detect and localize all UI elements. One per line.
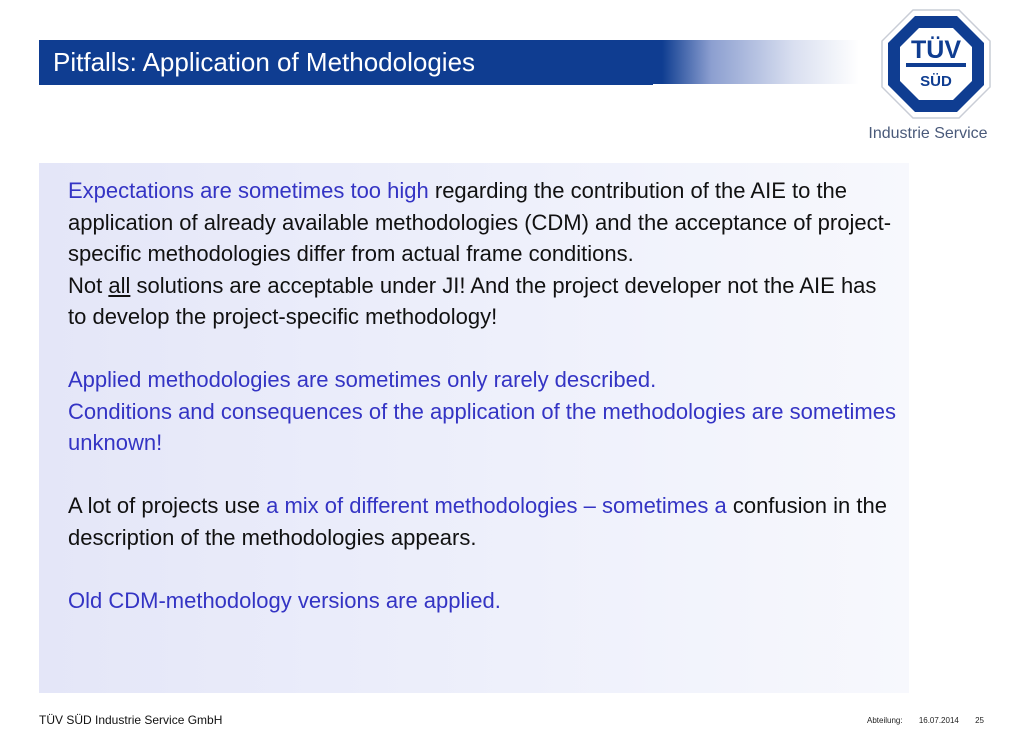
content-text [68,175,898,616]
footer-dept-label: Abteilung: [866,716,903,725]
title-bar [39,40,859,84]
text-mix-rest: confusion in the description of the methodologies appears. [68,493,887,550]
footer-meta [853,716,984,725]
title-underline [39,83,653,85]
highlight-mix: a mix of different methodologies – sometimes a [266,493,727,518]
footer-date: 16.07.2014 [918,716,959,725]
logo-text-sud: SÜD [920,73,952,90]
highlight-expectations: Expectations are sometimes too high [68,178,429,203]
paragraph-not-all [68,270,898,333]
content-box [39,163,909,693]
logo-caption: Industrie Service [868,125,988,142]
underlined-all: all [108,272,131,298]
paragraph-expectations [68,175,898,270]
footer-page-number: 25 [975,716,984,725]
slide-title: Pitfalls: Application of Methodologies [53,47,476,77]
text-expectations-rest: regarding the contribution of the AIE to the application of already available methodologies (CDM) and the acceptance of project-specific methodologies differ from actual frame conditions. [68,178,892,266]
paragraph-mix [68,490,898,553]
paragraph-old-versions: Old CDM-methodology versions are applied. [68,587,501,613]
logo-text-tuv: TÜV [911,36,961,64]
text-not-all-rest: solutions are acceptable under JI! And the project developer not the AIE has to develop the project-specific methodology! [68,272,877,329]
paragraph-applied-methodologies: Applied methodologies are sometimes only rarely described. [68,367,657,392]
text-not: Not [68,272,109,298]
footer-company: TÜV SÜD Industrie Service GmbH [39,713,223,727]
tuv-sud-logo [880,8,992,120]
text-mix-pre: A lot of projects use [68,493,267,518]
paragraph-conditions: Conditions and consequences of the application of the methodologies are sometimes unknown! [68,398,896,455]
